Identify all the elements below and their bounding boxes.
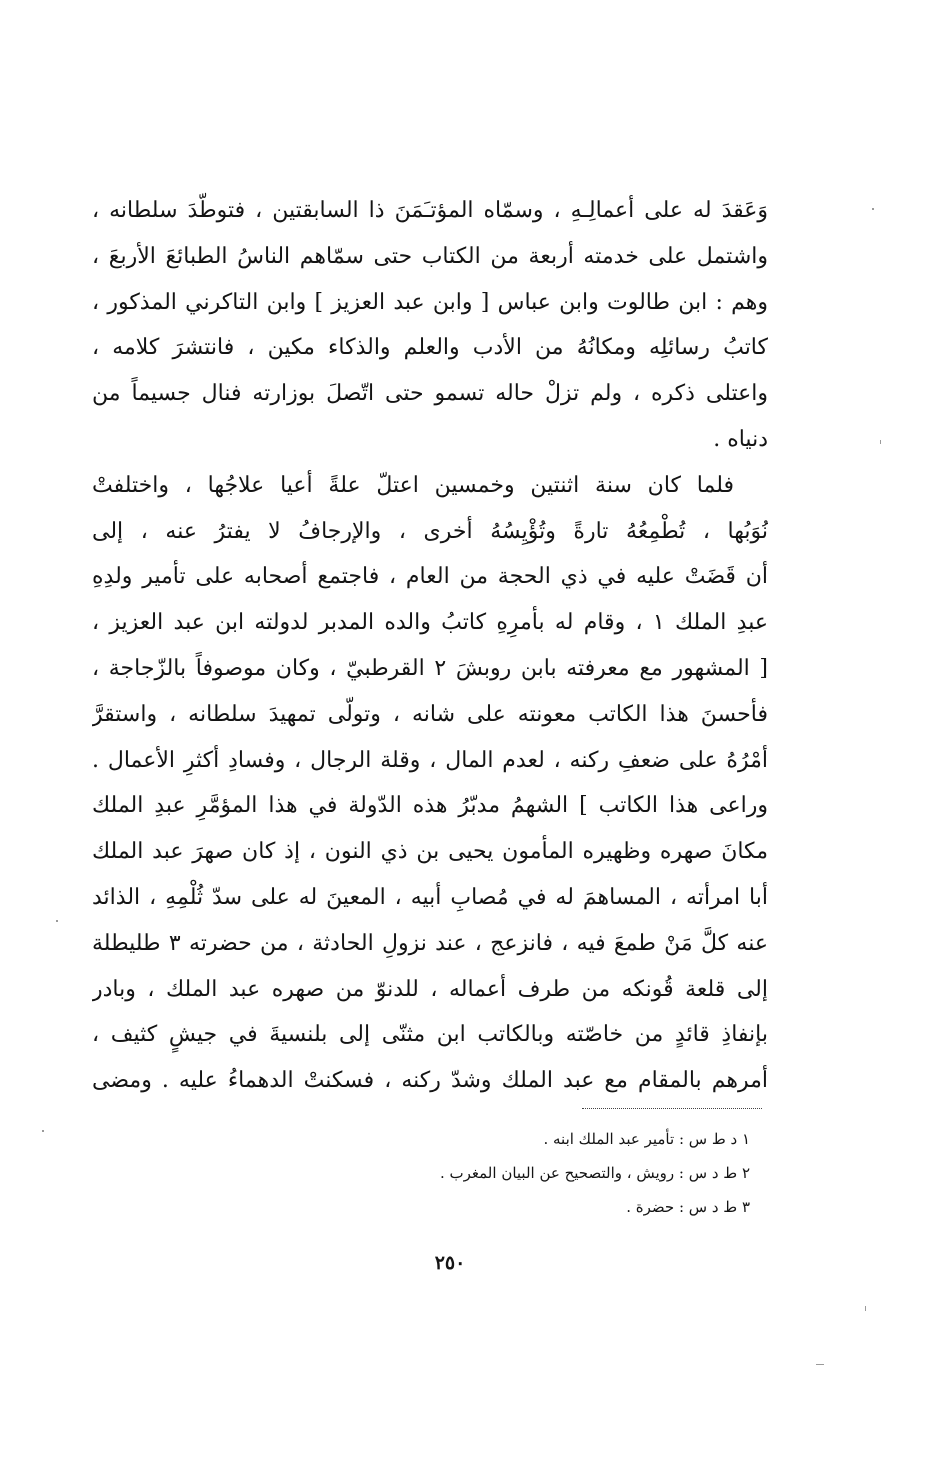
footnote-3: ٣ ط د س : حضرة . — [626, 1198, 750, 1216]
scan-speck — [42, 1130, 44, 1132]
text-line-18: إلى قلعة قُونكه من طرف أعماله ، للدنوّ من صهره عبد الملك ، وبادر — [92, 976, 768, 1002]
text-line-6: دنياه . — [713, 426, 768, 452]
text-line-5: واعتلى ذكره ، ولم تزلْ حاله تسمو حتى اتّصلَ بوزارته فنال جسيماً من — [92, 381, 768, 407]
scan-speck — [872, 208, 874, 210]
footnotes — [300, 1122, 750, 1224]
footnote-divider — [582, 1108, 762, 1109]
scan-speck — [880, 440, 881, 444]
text-line-3: وهم : ابن طالوت وابن عباس [ وابن عبد العزيز ] وابن التاكرني المذكور ، — [92, 289, 768, 315]
text-line-8: نُوَبُها ، تُطْمِعُهُ تارةً وتُؤْيِسُهُ أخرى ، والإرجافُ لا يفترُ عنه ، إلى — [92, 518, 768, 544]
text-line-7: فلما كان سنة اثنتين وخمسين اعتلّ علةً أعيا علاجُها ، واختلفتْ — [92, 472, 734, 498]
footnote-1: ١ د ط س : تأمير عبد الملك ابنه . — [543, 1130, 750, 1148]
footnote-2: ٢ ط د س : رويش ، والتصحيح عن البيان المغرب . — [439, 1164, 750, 1182]
text-line-17: عنه كلَّ مَنْ طمعَ فيه ، فانزعج ، عند نزولِ الحادثة ، من حضرته ٣ طليطلة — [92, 930, 768, 956]
text-line-2: واشتمل على خدمته أربعة من الكتاب حتى سمّاهم الناسُ الطبائعَ الأربعَ ، — [92, 243, 768, 269]
scan-speck — [56, 920, 58, 922]
text-line-12: فأحسنَ هذا الكاتب معونته على شانه ، وتولّى تمهيدَ سلطانه ، واستقرَّ — [92, 701, 768, 727]
text-line-10: عبدِ الملك ١ ، وقام له بأمرِهِ كاتبُ والده المدبر لدولته ابن عبد العزيز ، — [92, 610, 768, 636]
scan-speck — [865, 1306, 866, 1311]
scan-speck — [816, 1364, 824, 1365]
text-line-15: مكانَ صهره وظهيره المأمون يحيى بن ذي النون ، إذ كان صهرَ عبد الملك — [92, 839, 768, 865]
text-line-4: كاتبُ رسائلِه ومكانُهُ من الأدب والعلم والذكاء مكين ، فانتشرَ كلامه ، — [92, 335, 768, 361]
text-line-19: بإنفاذِ قائدٍ من خاصّته وبالكاتب ابن مثنّى إلى بلنسيةَ في جيشٍ كثيف ، — [92, 1022, 768, 1048]
text-line-11: [ المشهور مع معرفته بابن روبشَ ٢ القرطبيّ ، وكان موصوفاً بالزّجاجة ، — [92, 655, 768, 681]
text-line-14: وراعى هذا الكاتب ] الشهمُ مدبّرُ هذه الدّولة في هذا المؤمَّرِ عبدِ الملك — [92, 793, 768, 819]
text-line-9: أن قَضَتْ عليه في ذي الحجة من العام ، فاجتمع أصحابه على تأمير ولدِهِ — [92, 564, 768, 590]
text-line-16: أبا امرأته ، المساهمَ له في مُصابِ أبيه ، المعينَ له على سدّ ثُلْمِهِ ، الذائد — [92, 884, 768, 910]
page-number: ٢٥٠ — [434, 1252, 466, 1274]
main-text-block — [92, 188, 768, 1104]
text-line-1: وَعَقدَ له على أعمالِـهِ ، وسمّاه المؤتـَمَنَ ذا السابقتين ، فتوطّدَ سلطانه ، — [92, 198, 768, 223]
text-line-20: أمرهم بالمقام مع عبد الملك وشدّ ركنه ، فسكنتْ الدهماءُ عليه . ومضى — [92, 1068, 768, 1094]
text-line-13: أمْرُهُ على ضعفِ ركنه ، لعدم المال ، وقلة الرجال ، وفسادِ أكثرِ الأعمال . — [92, 747, 768, 773]
